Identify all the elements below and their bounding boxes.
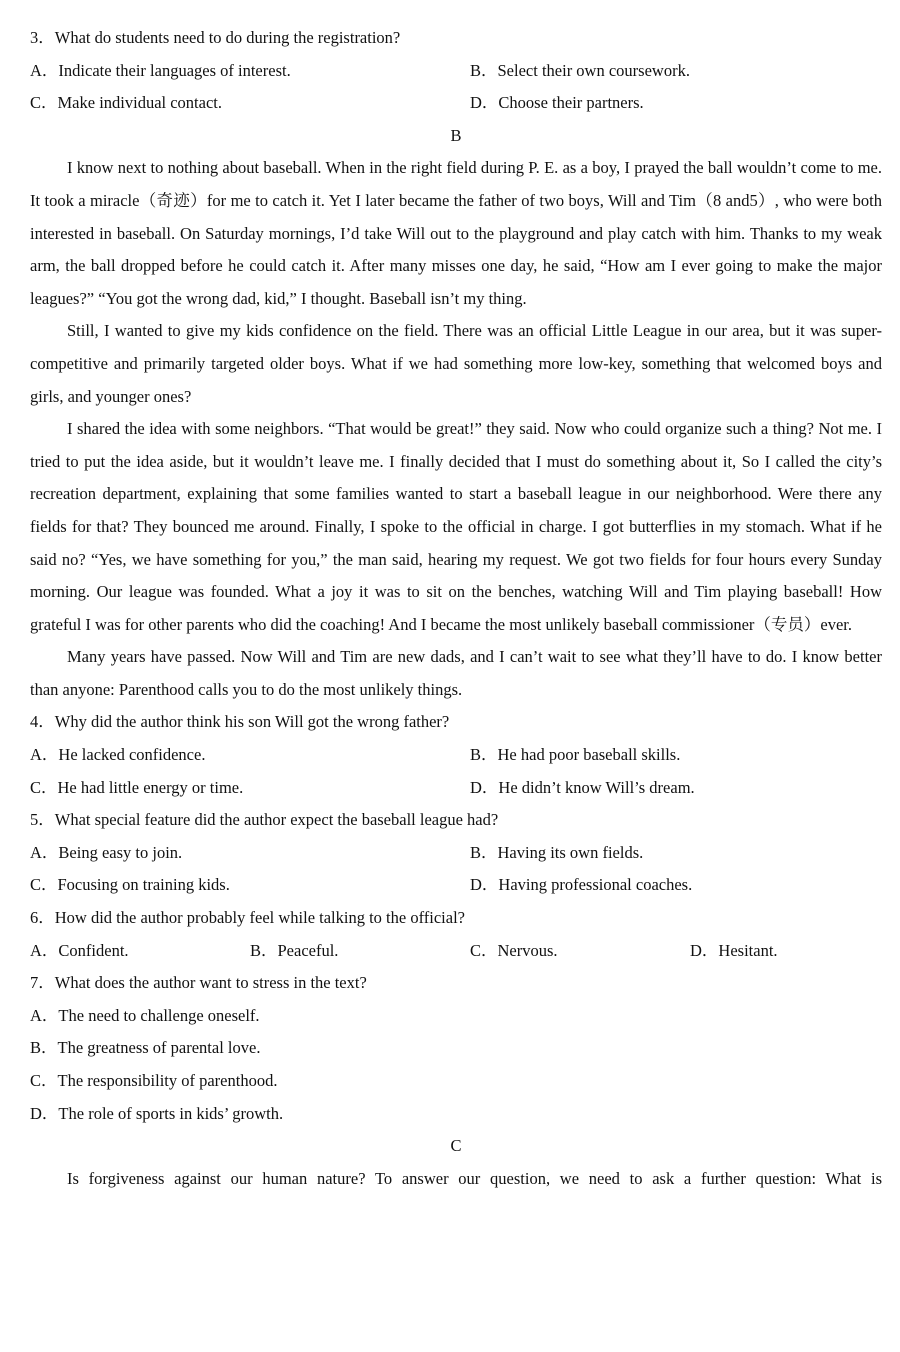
question-6-option-a: A．Confident.	[30, 940, 129, 960]
question-7: 7．What does the author want to stress in the text?	[30, 973, 367, 993]
section-b-title: B	[450, 125, 462, 145]
question-6-option-b: B．Peaceful.	[250, 940, 339, 960]
question-5: 5．What special feature did the author expect the baseball league had?	[30, 810, 499, 830]
question-3-options-row-2	[30, 87, 882, 120]
question-5-options-row-2	[30, 869, 882, 902]
question-4: 4．Why did the author think his son Will got the wrong father?	[30, 712, 450, 732]
question-3-option-b: B．Select their own coursework.	[470, 60, 690, 80]
question-5-option-d: D．Having professional coaches.	[470, 875, 693, 895]
question-4-option-d: D．He didn’t know Will’s dream.	[470, 777, 695, 797]
question-7-option-c: C．The responsibility of parenthood.	[30, 1071, 278, 1090]
section-c-title: C	[450, 1136, 462, 1156]
question-7-option-a: A．The need to challenge oneself.	[30, 1005, 260, 1025]
question-3-option-a: A．Indicate their languages of interest.	[30, 60, 291, 80]
question-7-option-d: D．The role of sports in kids’ growth.	[30, 1103, 284, 1123]
question-3-option-c: C．Make individual contact.	[30, 93, 222, 113]
question-6-option-d: D．Hesitant.	[690, 940, 778, 960]
question-5-option-c: C．Focusing on training kids.	[30, 875, 230, 895]
question-3-option-d: D．Choose their partners.	[470, 93, 644, 113]
question-5-option-a: A．Being easy to join.	[30, 842, 183, 862]
section-b-paragraph-4: Many years have passed. Now Will and Tim are new dads, and I can’t wait to see what they’ll have to do. I know better than anyone: Parenthood calls you to do the most unlikely things.	[30, 647, 882, 699]
question-4-option-b: B．He had poor baseball skills.	[470, 745, 681, 765]
question-3-options-row-1	[30, 55, 882, 88]
question-3: 3．What do students need to do during the registration?	[30, 28, 401, 47]
question-4-options-row-2	[30, 772, 882, 805]
question-4-options-row-1	[30, 739, 882, 772]
question-6-option-c: C．Nervous.	[470, 940, 558, 960]
section-c-paragraph-1: Is forgiveness against our human nature? To answer our question, we need to ask a further question: What is	[67, 1168, 882, 1188]
question-4-option-c: C．He had little energy or time.	[30, 777, 244, 797]
section-b-paragraph-1: I know next to nothing about baseball. When in the right field during P. E. as a boy, I prayed the ball wouldn’t come to me. It took a miracle（奇迹）for me to catch it. Yet I later became the father of two boys, Will and Tim（8 and5）, who were both interested in baseball. On Saturday mornings, I’d take Will out to the playground and play catch with him. Thanks to my weak arm, the ball dropped before he could catch it. After many misses one day, he said, “How am I ever going to make the major leagues?” “You got the wrong dad, kid,” I thought. Baseball isn’t my thing.	[30, 158, 882, 308]
question-6: 6．How did the author probably feel while talking to the official?	[30, 908, 465, 928]
question-5-option-b: B．Having its own fields.	[470, 842, 644, 862]
section-b-paragraph-2: Still, I wanted to give my kids confidence on the field. There was an official Little League in our area, but it was super-competitive and primarily targeted older boys. What if we had something more low-key, something that welcomed boys and girls, and younger ones?	[30, 321, 882, 406]
section-b-paragraph-3: I shared the idea with some neighbors. “That would be great!” they said. Now who could organize such a thing? Not me. I tried to put the idea aside, but it wouldn’t leave me. I finally decided that I must do something about it, So I called the city’s recreation department, explaining that some families wanted to start a baseball league in our neighborhood. Were there any fields for that? They bounced me around. Finally, I spoke to the official in charge. I got butterflies in my stomach. What if he said no? “Yes, we have something for you,” the man said, hearing my request. We got two fields for four hours every Sunday morning. Our league was founded. What a joy it was to sit on the benches, watching Will and Tim playing baseball! How grateful I was for other parents who did the coaching! And I became the most unlikely baseball commissioner（专员）ever.	[30, 419, 882, 634]
exam-page	[30, 22, 882, 1195]
question-6-options-row	[30, 935, 882, 968]
question-4-option-a: A．He lacked confidence.	[30, 745, 206, 765]
question-7-option-b: B．The greatness of parental love.	[30, 1038, 261, 1058]
question-5-options-row-1	[30, 837, 882, 870]
